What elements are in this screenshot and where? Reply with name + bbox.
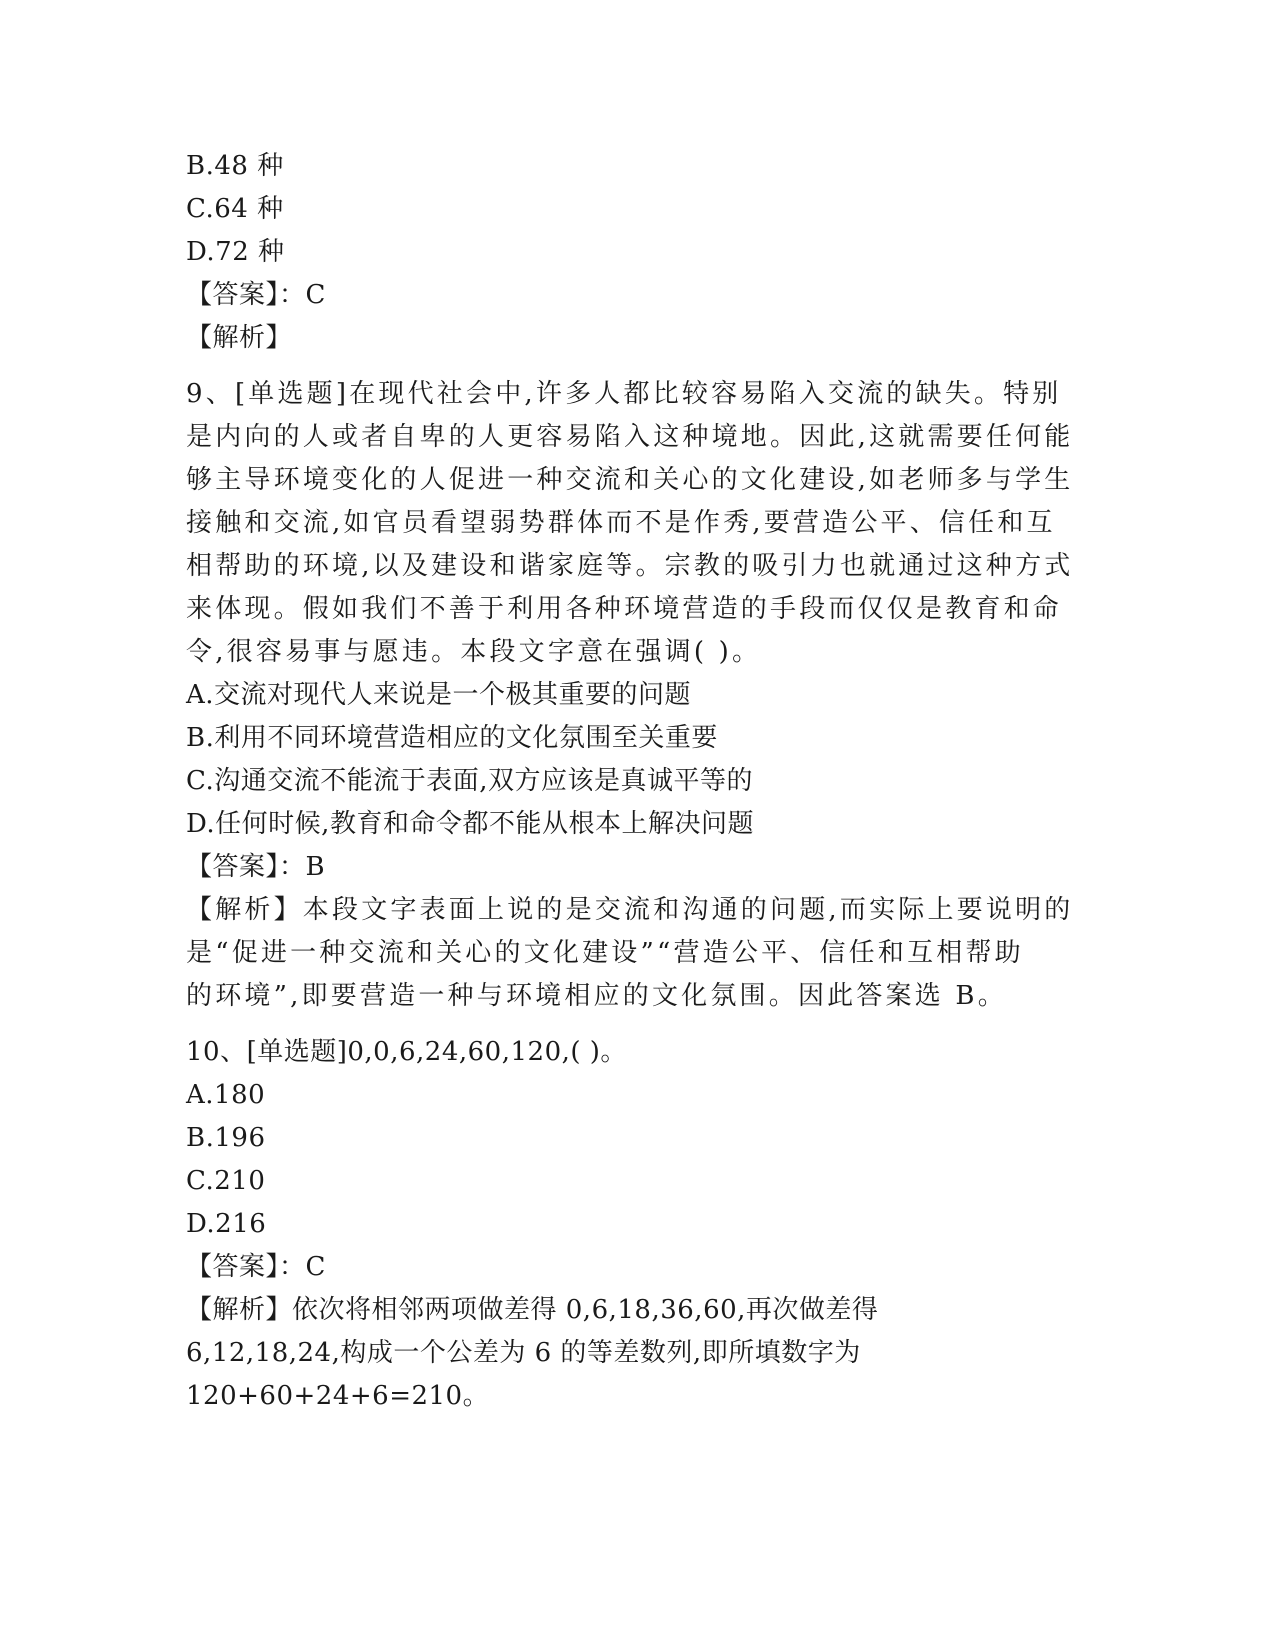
option-c: C.210 <box>186 1166 266 1196</box>
option-c: C.沟通交流不能流于表面,双方应该是真诚平等的 <box>186 766 753 796</box>
question-stem-line: 10、[单选题]0,0,6,24,60,120,( )。 <box>186 1037 627 1067</box>
option-d: D.任何时候,教育和命令都不能从根本上解决问题 <box>186 809 754 839</box>
option-d: D.72 种 <box>186 237 285 267</box>
question-stem-line: 相帮助的环境,以及建设和谐家庭等。宗教的吸引力也就通过这种方式 <box>186 551 1074 581</box>
question-8-tail <box>186 145 1086 360</box>
question-stem-line: 接触和交流,如官员看望弱势群体而不是作秀,要营造公平、信任和互 <box>186 508 1056 538</box>
option-a: A.交流对现代人来说是一个极其重要的问题 <box>186 680 692 710</box>
analysis-line: 【解析】 <box>186 323 293 353</box>
spacer <box>186 360 1086 373</box>
question-stem-line: 来体现。假如我们不善于利用各种环境营造的手段而仅仅是教育和命 <box>186 594 1063 624</box>
option-b: B.利用不同环境营造相应的文化氛围至关重要 <box>186 723 718 753</box>
option-d: D.216 <box>186 1209 267 1239</box>
question-stem-line: 是内向的人或者自卑的人更容易陷入这种境地。因此,这就需要任何能 <box>186 422 1074 452</box>
spacer <box>186 1018 1086 1031</box>
analysis-line: 的环境”,即要营造一种与环境相应的文化氛围。因此答案选 B。 <box>186 981 1007 1011</box>
analysis-line: 6,12,18,24,构成一个公差为 6 的等差数列,即所填数字为 <box>186 1338 861 1368</box>
question-stem-line: 够主导环境变化的人促进一种交流和关心的文化建设,如老师多与学生 <box>186 465 1074 495</box>
answer-line: 【答案】：B <box>186 852 326 882</box>
analysis-line: 120+60+24+6=210。 <box>186 1381 490 1411</box>
analysis-line: 是“促进一种交流和关心的文化建设”“营造公平、信任和互相帮助 <box>186 938 1024 968</box>
analysis-line: 【解析】依次将相邻两项做差得 0,6,18,36,60,再次做差得 <box>186 1295 879 1325</box>
question-10 <box>186 1031 1086 1418</box>
option-a: A.180 <box>186 1080 266 1110</box>
option-b: B.196 <box>186 1123 266 1153</box>
document-page <box>186 145 1086 1418</box>
option-b: B.48 种 <box>186 151 284 181</box>
question-stem-line: 9、[单选题]在现代社会中,许多人都比较容易陷入交流的缺失。特别 <box>186 379 1062 409</box>
answer-line: 【答案】：C <box>186 1252 326 1282</box>
analysis-line: 【解析】本段文字表面上说的是交流和沟通的问题,而实际上要说明的 <box>186 895 1074 925</box>
question-stem-line: 令,很容易事与愿违。本段文字意在强调( )。 <box>186 637 762 667</box>
question-9 <box>186 373 1086 1018</box>
option-c: C.64 种 <box>186 194 284 224</box>
answer-line: 【答案】：C <box>186 280 326 310</box>
